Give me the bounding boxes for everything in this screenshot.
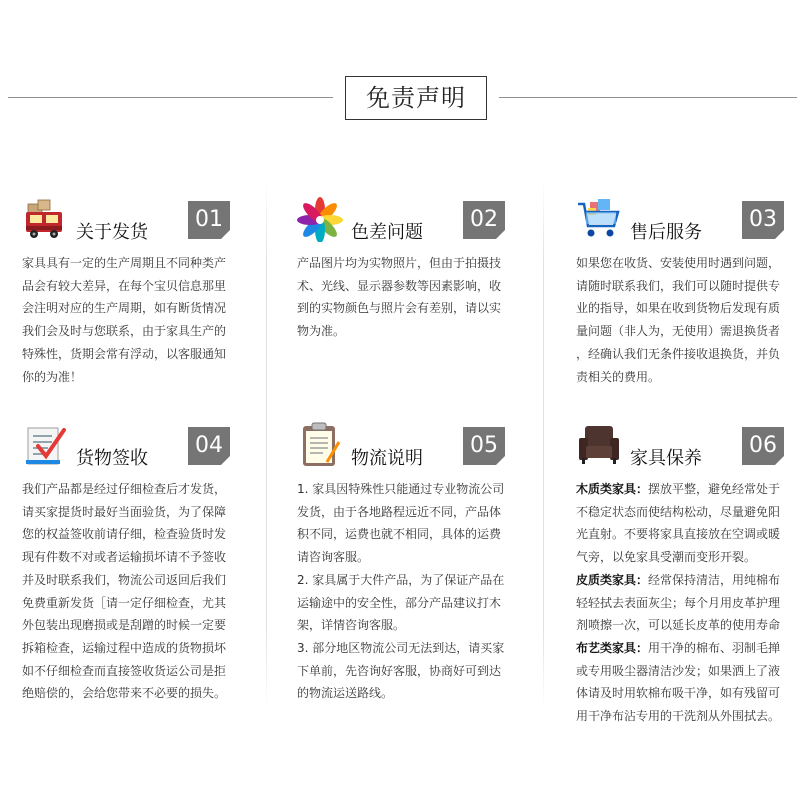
text-line: 木质类家具：摆放平整，避免经常处于 bbox=[576, 482, 781, 496]
text-line: 皮质类家具：经常保持清洁，用纯棉布 bbox=[576, 572, 781, 587]
text-line: 请随时联系我们，我们可以随时提供专 bbox=[576, 278, 781, 293]
text-line: 光直射。不要将家具直接放在空调或暖 bbox=[576, 527, 781, 542]
card-number: 01 bbox=[188, 201, 230, 239]
text-line: 气旁，以免家具受潮而变形开裂。 bbox=[576, 550, 757, 565]
text-line: 布艺类家具：用干净的棉布、羽制毛掸 bbox=[576, 640, 781, 655]
text-line: 品会有较大差异，在每个宝贝信息那里 bbox=[22, 278, 227, 293]
card-body bbox=[297, 252, 537, 343]
wood-furniture-label: 木质类家具： bbox=[576, 482, 649, 496]
header-divider-right bbox=[499, 97, 797, 98]
text-line: 外包装出现磨损或是刮蹭的时候一定要 bbox=[22, 618, 227, 633]
text-line: 如不仔细检查而直接签收货运公司是拒 bbox=[22, 663, 227, 678]
card-body bbox=[22, 252, 262, 388]
card-number: 05 bbox=[463, 427, 505, 465]
fabric-furniture-label: 布艺类家具： bbox=[576, 640, 649, 655]
checklist-icon bbox=[22, 422, 68, 468]
text-line: 下单前，先咨询好客服，协商好可到达 bbox=[297, 663, 502, 678]
text-line: 我们产品都是经过仔细检查后才发货， bbox=[22, 482, 227, 496]
text-line: 我们会及时与您联系，由于家具生产的 bbox=[22, 324, 227, 339]
text-line: 物为准。 bbox=[297, 324, 346, 339]
text-line: 体请及时用软棉布吸干净，如有残留可 bbox=[576, 686, 781, 701]
card-body bbox=[576, 478, 800, 728]
card-body bbox=[576, 252, 800, 388]
card-title: 售后服务 bbox=[630, 222, 702, 243]
text-line: 业的指导，如果在收到货物后发现有质 bbox=[576, 301, 781, 316]
text-line: 积不同，运费也就不相同，具体的运费 bbox=[297, 527, 502, 542]
text-line: 您的权益签收前请仔细，检查验货时发 bbox=[22, 527, 227, 542]
column-separator bbox=[543, 180, 544, 710]
text-line: 用干净布沾专用的干洗剂从外围拭去。 bbox=[576, 709, 781, 724]
card-number: 04 bbox=[188, 427, 230, 465]
text-line: 如果您在收货、安装使用时遇到问题， bbox=[576, 256, 781, 270]
card-body bbox=[297, 478, 537, 705]
text-line: 轻轻拭去表面灰尘；每个月用皮革护理 bbox=[576, 595, 781, 610]
text-line: 家具具有一定的生产周期且不同种类产 bbox=[22, 256, 227, 270]
card-title: 关于发货 bbox=[76, 222, 148, 243]
text-line: 1. 家具因特殊性只能通过专业物流公司 bbox=[297, 482, 505, 496]
card-number: 03 bbox=[742, 201, 784, 239]
text-line: 请买家提货时最好当面验货，为了保障 bbox=[22, 504, 227, 519]
page-header bbox=[0, 70, 800, 126]
card-title: 物流说明 bbox=[351, 448, 423, 469]
text-line: 发货，由于各地路程远近不同，产品体 bbox=[297, 504, 502, 519]
text-line: 现有件数不对或者运输损坏请不予签收 bbox=[22, 550, 227, 565]
delivery-truck-icon bbox=[22, 196, 68, 242]
text-line: 责相关的费用。 bbox=[576, 369, 661, 384]
text-line: 产品图片均为实物照片，但由于拍摄技 bbox=[297, 256, 502, 270]
text-line: 到的实物颜色与照片会有差别，请以实 bbox=[297, 301, 502, 316]
card-title: 货物签收 bbox=[76, 448, 148, 469]
text-line: 并及时联系我们，物流公司返回后我们 bbox=[22, 572, 227, 587]
text-line: 剂喷擦一次，可以延长皮革的使用寿命 bbox=[576, 618, 781, 633]
text-line: 量问题（非人为，无使用）需退换货者 bbox=[576, 324, 781, 339]
text-line: 或专用吸尘器清洁沙发；如果洒上了液 bbox=[576, 663, 781, 678]
card-title: 家具保养 bbox=[630, 448, 702, 469]
text-line: 你的为准！ bbox=[22, 369, 83, 384]
text-line: 会注明对应的生产周期，如有断货情况 bbox=[22, 301, 227, 316]
text-line: 运输途中的安全性，部分产品建议打木 bbox=[297, 595, 502, 610]
card-number: 02 bbox=[463, 201, 505, 239]
text-line: 免费重新发货［请一定仔细检查，尤其 bbox=[22, 595, 227, 610]
text-line: 3. 部分地区物流公司无法到达，请买家 bbox=[297, 640, 505, 655]
leather-furniture-label: 皮质类家具： bbox=[576, 572, 649, 587]
card-title: 色差问题 bbox=[351, 222, 423, 243]
text-line: 拆箱检查，运输过程中造成的货物损坏 bbox=[22, 640, 227, 655]
page-title: 免责声明 bbox=[345, 76, 487, 120]
text-line: 架，详情咨询客服。 bbox=[297, 618, 406, 633]
card-number: 06 bbox=[742, 427, 784, 465]
text-line: 请咨询客服。 bbox=[297, 550, 370, 565]
text-line: 特殊性，货期会常有浮动，以客服通知 bbox=[22, 346, 227, 361]
column-separator bbox=[266, 180, 267, 710]
text-line: 不稳定状态而使结构松动，尽量避免阳 bbox=[576, 504, 781, 519]
text-line: 2. 家具属于大件产品，为了保证产品在 bbox=[297, 572, 505, 587]
color-wheel-icon bbox=[297, 196, 343, 242]
card-body bbox=[22, 478, 262, 705]
text-line: 术、光线、显示器参数等因素影响，收 bbox=[297, 278, 502, 293]
clipboard-icon bbox=[297, 422, 343, 468]
text-line: 绝赔偿的，会给您带来不必要的损失。 bbox=[22, 686, 227, 701]
text-line: ，经确认我们无条件接收退换货，并负 bbox=[576, 346, 781, 361]
text-line: 的物流运送路线。 bbox=[297, 686, 394, 701]
header-divider-left bbox=[8, 97, 333, 98]
shopping-cart-icon bbox=[576, 196, 622, 242]
armchair-icon bbox=[576, 422, 622, 468]
